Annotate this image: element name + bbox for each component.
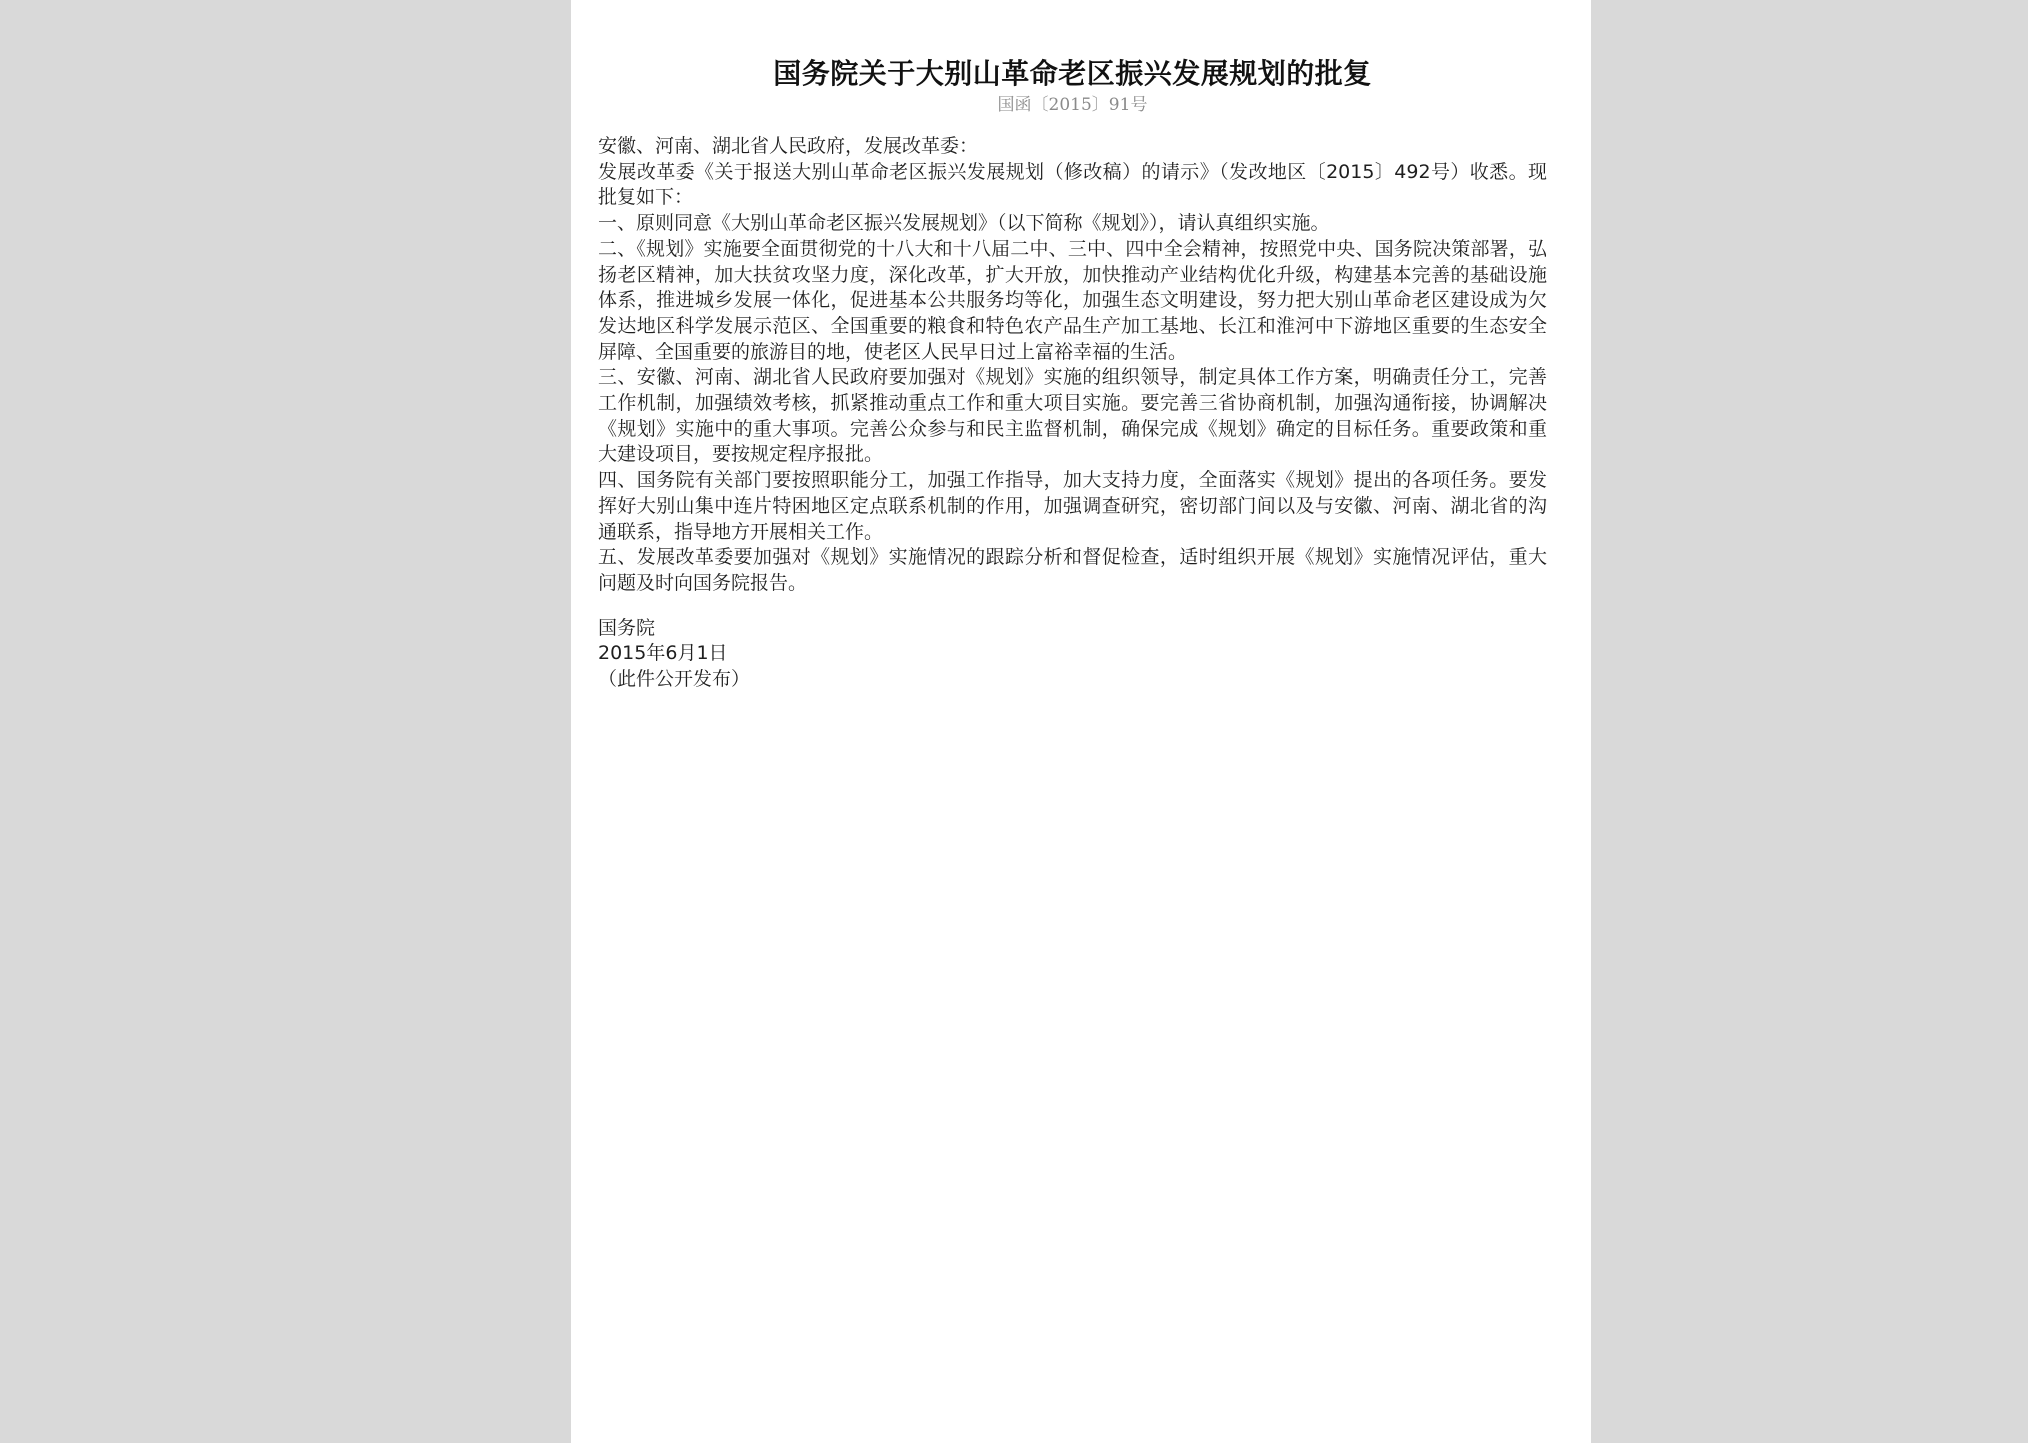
issuer-name: 国务院: [598, 616, 656, 639]
addressee-line: 安徽、河南、湖北省人民政府，发展改革委：: [598, 135, 979, 157]
document-page: [571, 0, 1591, 1443]
document-number: 国函〔2015〕91号: [997, 95, 1148, 115]
paragraph-intro: 发展改革委《关于报送大别山革命老区振兴发展规划（修改稿）的请示》（发改地区〔2015〕492号）收悉。现批复如下：: [598, 160, 1547, 209]
paragraph-item-2: 二、《规划》实施要全面贯彻党的十八大和十八届二中、三中、四中全会精神，按照党中央、国务院决策部署，弘扬老区精神，加大扶贫攻坚力度，深化改革，扩大开放，加快推动产业结构优化升级，构建基本完善的基础设施体系，推进城乡发展一体化，促进基本公共服务均等化，加强生态文明建设，努力把大别山革命老区建设成为欠发达地区科学发展示范区、全国重要的粮食和特色农产品生产加工基地、长江和淮河中下游地区重要的生态安全屏障、全国重要的旅游目的地，使老区人民早日过上富裕幸福的生活。: [598, 237, 1547, 363]
paragraph-item-3: 三、安徽、河南、湖北省人民政府要加强对《规划》实施的组织领导，制定具体工作方案，明确责任分工，完善工作机制，加强绩效考核，抓紧推动重点工作和重大项目实施。要完善三省协商机制，加强沟通衔接，协调解决《规划》实施中的重大事项。完善公众参与和民主监督机制，确保完成《规划》确定的目标任务。重要政策和重大建设项目，要按规定程序报批。: [598, 366, 1547, 466]
paragraph-item-4: 四、国务院有关部门要按照职能分工，加强工作指导，加大支持力度，全面落实《规划》提出的各项任务。要发挥好大别山集中连片特困地区定点联系机制的作用，加强调查研究，密切部门间以及与安徽、河南、湖北省的沟通联系，指导地方开展相关工作。: [598, 469, 1547, 543]
document-title: 国务院关于大别山革命老区振兴发展规划的批复: [773, 57, 1372, 90]
issue-date: 2015年6月1日: [598, 642, 728, 665]
paragraph-item-1: 一、原则同意《大别山革命老区振兴发展规划》（以下简称《规划》），请认真组织实施。: [598, 212, 1330, 235]
signature-block: [598, 616, 1547, 693]
paragraph-item-5: 五、发展改革委要加强对《规划》实施情况的跟踪分析和督促检查，适时组织开展《规划》实施情况评估，重大问题及时向国务院报告。: [598, 546, 1547, 594]
publication-note: （此件公开发布）: [598, 668, 751, 691]
document-body: [598, 134, 1547, 597]
